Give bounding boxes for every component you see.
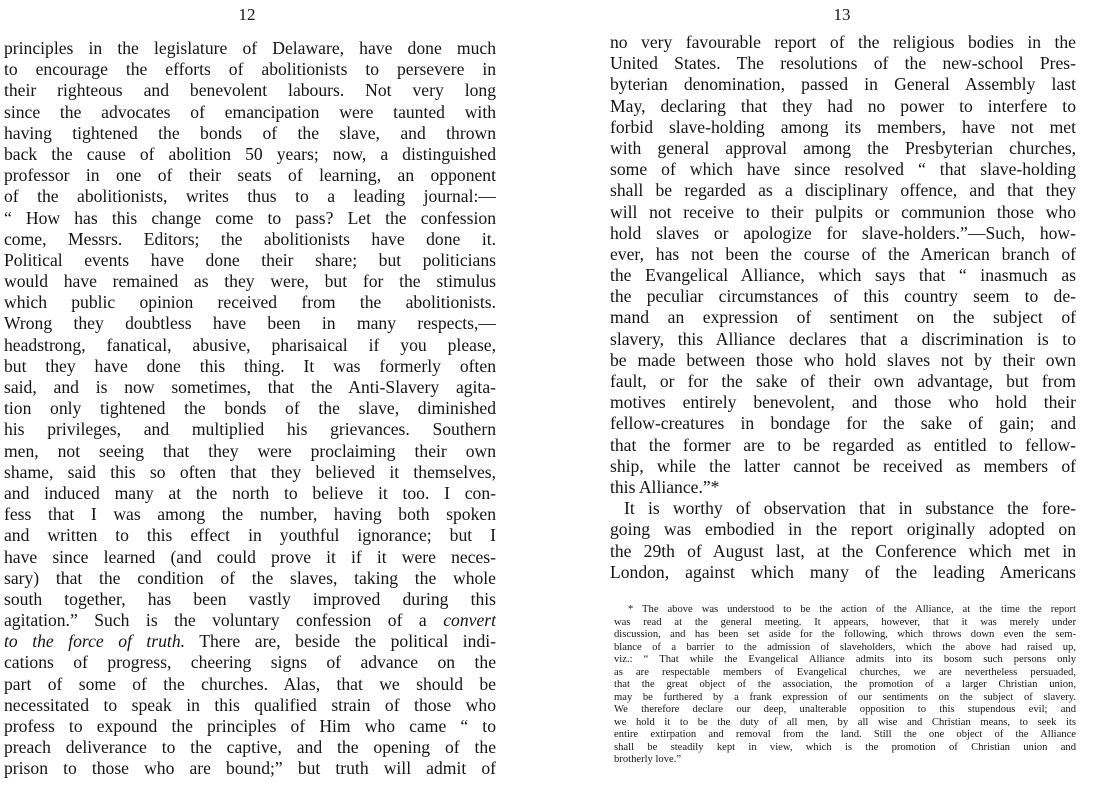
text-line: part of some of the churches. Alas, that we should be xyxy=(4,673,496,694)
text-line: slavery, this Alliance declares that a discrimination is to xyxy=(610,328,1076,349)
text-line: headstrong, fanatical, abusive, pharisaical if you please, xyxy=(4,334,496,355)
text-line: necessitated to speak in this qualified strain of those who xyxy=(4,694,496,715)
text-line: of the abolitionists, writes thus to a leading journal:— xyxy=(4,186,496,207)
text-line: going was embodied in the report originally adopted on xyxy=(610,519,1076,540)
footnote-line: may be furthered by a frank expression of our sentiments on the subject of slavery. xyxy=(614,691,1076,703)
text-line: men, not seeing that they were proclaiming their own xyxy=(4,440,496,461)
left-page xyxy=(4,0,496,787)
text-line xyxy=(4,631,496,652)
footnote-line: viz.: “ That while the Evangelical Alliance admits into its bosom such persons only xyxy=(614,654,1076,665)
footnote-line: we hold it to be the duty of all men, by all wise and Christian means, to seek its xyxy=(614,716,1076,728)
text-line: the Evangelical Alliance, which says that “ inasmuch as xyxy=(610,265,1076,286)
text-line: ever, has not been the course of the American branch of xyxy=(610,243,1076,264)
text-line: will not receive to their pulpits or communion those who xyxy=(610,201,1076,222)
text-line: and induced many at the north to believe it too. I con- xyxy=(4,482,496,503)
text-line: this Alliance.”* xyxy=(610,476,720,497)
text-line: “ How has this change come to pass? Let the confession xyxy=(4,207,496,228)
text-line: since the advocates of emancipation were taunted with xyxy=(4,101,496,122)
text-line: having tightened the bonds of the slave, and thrown xyxy=(4,122,496,143)
text-line: shame, said this so often that they believed it themselves, xyxy=(4,461,496,482)
footnote-line: * The above was understood to be the action of the Alliance, at the time the report xyxy=(628,604,1076,615)
text-line: their righteous and benevolent labours. Not very long xyxy=(4,80,496,101)
text-line: would have remained as they were, but for the stimulus xyxy=(4,271,496,292)
footnote-line: was read at the general meeting. It appears, however, that it was merely under xyxy=(614,616,1076,628)
text-line: have since learned (and could prove it if it were neces- xyxy=(4,546,496,567)
text-line: preach deliverance to the captive, and the opening of the xyxy=(4,737,496,758)
text-line: the peculiar circumstances of this country seem to de- xyxy=(610,286,1076,307)
text-line: fault, or for the sake of their own advantage, but from xyxy=(610,371,1076,391)
page-number-right: 13 xyxy=(833,5,851,24)
text-line: his privileges, and multiplied his grievances. Southern xyxy=(4,419,496,440)
text-line: byterian denomination, passed in General Assembly last xyxy=(610,74,1076,95)
italic-phrase: to the force of truth. xyxy=(4,631,186,652)
text-line: the 29th of August last, at the Conference which met in xyxy=(610,540,1076,561)
text-line: south together, has been vastly improved during this xyxy=(4,588,496,609)
text-line: and written to this effect in youthful ignorance; but I xyxy=(4,525,496,546)
text-line: said, and is now sometimes, that the Anti-Slavery agita- xyxy=(4,377,496,397)
italic-phrase: convert xyxy=(443,610,496,631)
text-line: ship, while the latter cannot be received as members of xyxy=(610,455,1076,476)
text-line: to encourage the efforts of abolitionists to persevere in xyxy=(4,59,496,80)
text-line: United States. The resolutions of the new-school Pres- xyxy=(610,53,1076,74)
text-line: forbid slave-holding among its members, have not met xyxy=(610,116,1076,137)
text-line: motives entirely benevolent, and those who hold their xyxy=(610,392,1076,413)
text-line: that the former are to be regarded as entitled to fellow- xyxy=(610,434,1076,455)
footnote-line: brotherly love.” xyxy=(614,754,682,765)
text-line: professor in one of their seats of learning, an opponent xyxy=(4,165,496,186)
footnote-line: We therefore declare our deep, unalterable opposition to this stupendous evil; and xyxy=(614,704,1076,715)
text-line: prison to those who are bound;” but truth will admit of xyxy=(4,758,496,779)
text-line: Wrong they doubtless have been in many respects,— xyxy=(4,313,496,334)
text-line xyxy=(4,610,496,631)
text-line: May, declaring that they had no power to interfere to xyxy=(610,95,1076,116)
text-span: agitation.” Such is the voluntary confession of a xyxy=(4,610,444,631)
text-line: Political events have done their share; but politicians xyxy=(4,249,496,270)
footnote-line: blance of a barrier to the admission of slaveholders, which the above had raised up, xyxy=(614,641,1076,653)
text-line: with general approval among the Presbyterian churches, xyxy=(610,137,1076,158)
text-span: There are, beside the political indi- xyxy=(185,631,496,652)
text-line: which public opinion received from the abolitionists. xyxy=(4,292,496,313)
footnote-line: entire extirpation and removal from the land. Still the one object of the Alliance xyxy=(614,729,1076,740)
text-line: be made between those who hold slaves not by their own xyxy=(610,349,1076,370)
page-number-left: 12 xyxy=(238,5,256,24)
right-page xyxy=(610,0,1076,787)
text-line: fellow-creatures in bondage for the sake of gain; and xyxy=(610,413,1076,434)
footnote-line: as are respectable members of Evangelical churches, we are nevertheless persuaded, xyxy=(614,666,1076,678)
text-line: no very favourable report of the religious bodies in the xyxy=(610,32,1076,52)
text-line: shall be regarded as a disciplinary offence, and that they xyxy=(610,180,1076,201)
footnote xyxy=(614,604,1076,767)
footnote-line: that the great object of the association, the promotion of a larger Christian union, xyxy=(614,679,1076,690)
left-page-body xyxy=(4,38,496,780)
text-line: tion only tightened the bonds of the slave, diminished xyxy=(4,398,496,419)
text-line: sary) that the condition of the slaves, taking the whole xyxy=(4,567,496,588)
text-line: profess to expound the principles of Him who came “ to xyxy=(4,716,496,736)
text-line: but they have done this thing. It was formerly often xyxy=(4,355,496,376)
footnote-line: shall be steadily kept in view, which is the promotion of Christian union and xyxy=(614,741,1076,753)
text-line: back the cause of abolition 50 years; now, a distinguished xyxy=(4,143,496,164)
text-line: hold slaves or apologize for slave-holders.”—Such, how- xyxy=(610,222,1076,243)
text-line: principles in the legislature of Delaware, have done much xyxy=(4,38,496,58)
text-line: mand an expression of sentiment on the subject of xyxy=(610,307,1076,328)
text-line: London, against which many of the leading Americans xyxy=(610,561,1076,582)
text-line: cations of progress, cheering signs of advance on the xyxy=(4,652,496,673)
text-line: It is worthy of observation that in substance the fore- xyxy=(624,498,1076,519)
text-line: some of which have since resolved “ that slave-holding xyxy=(610,159,1076,180)
text-line: fess that I was among the number, having both spoken xyxy=(4,504,496,525)
footnote-line: discussion, and has been set aside for the following, which throws down even the sem- xyxy=(614,629,1076,640)
right-page-body xyxy=(610,32,1076,583)
text-line: come, Messrs. Editors; the abolitionists have done it. xyxy=(4,228,496,249)
